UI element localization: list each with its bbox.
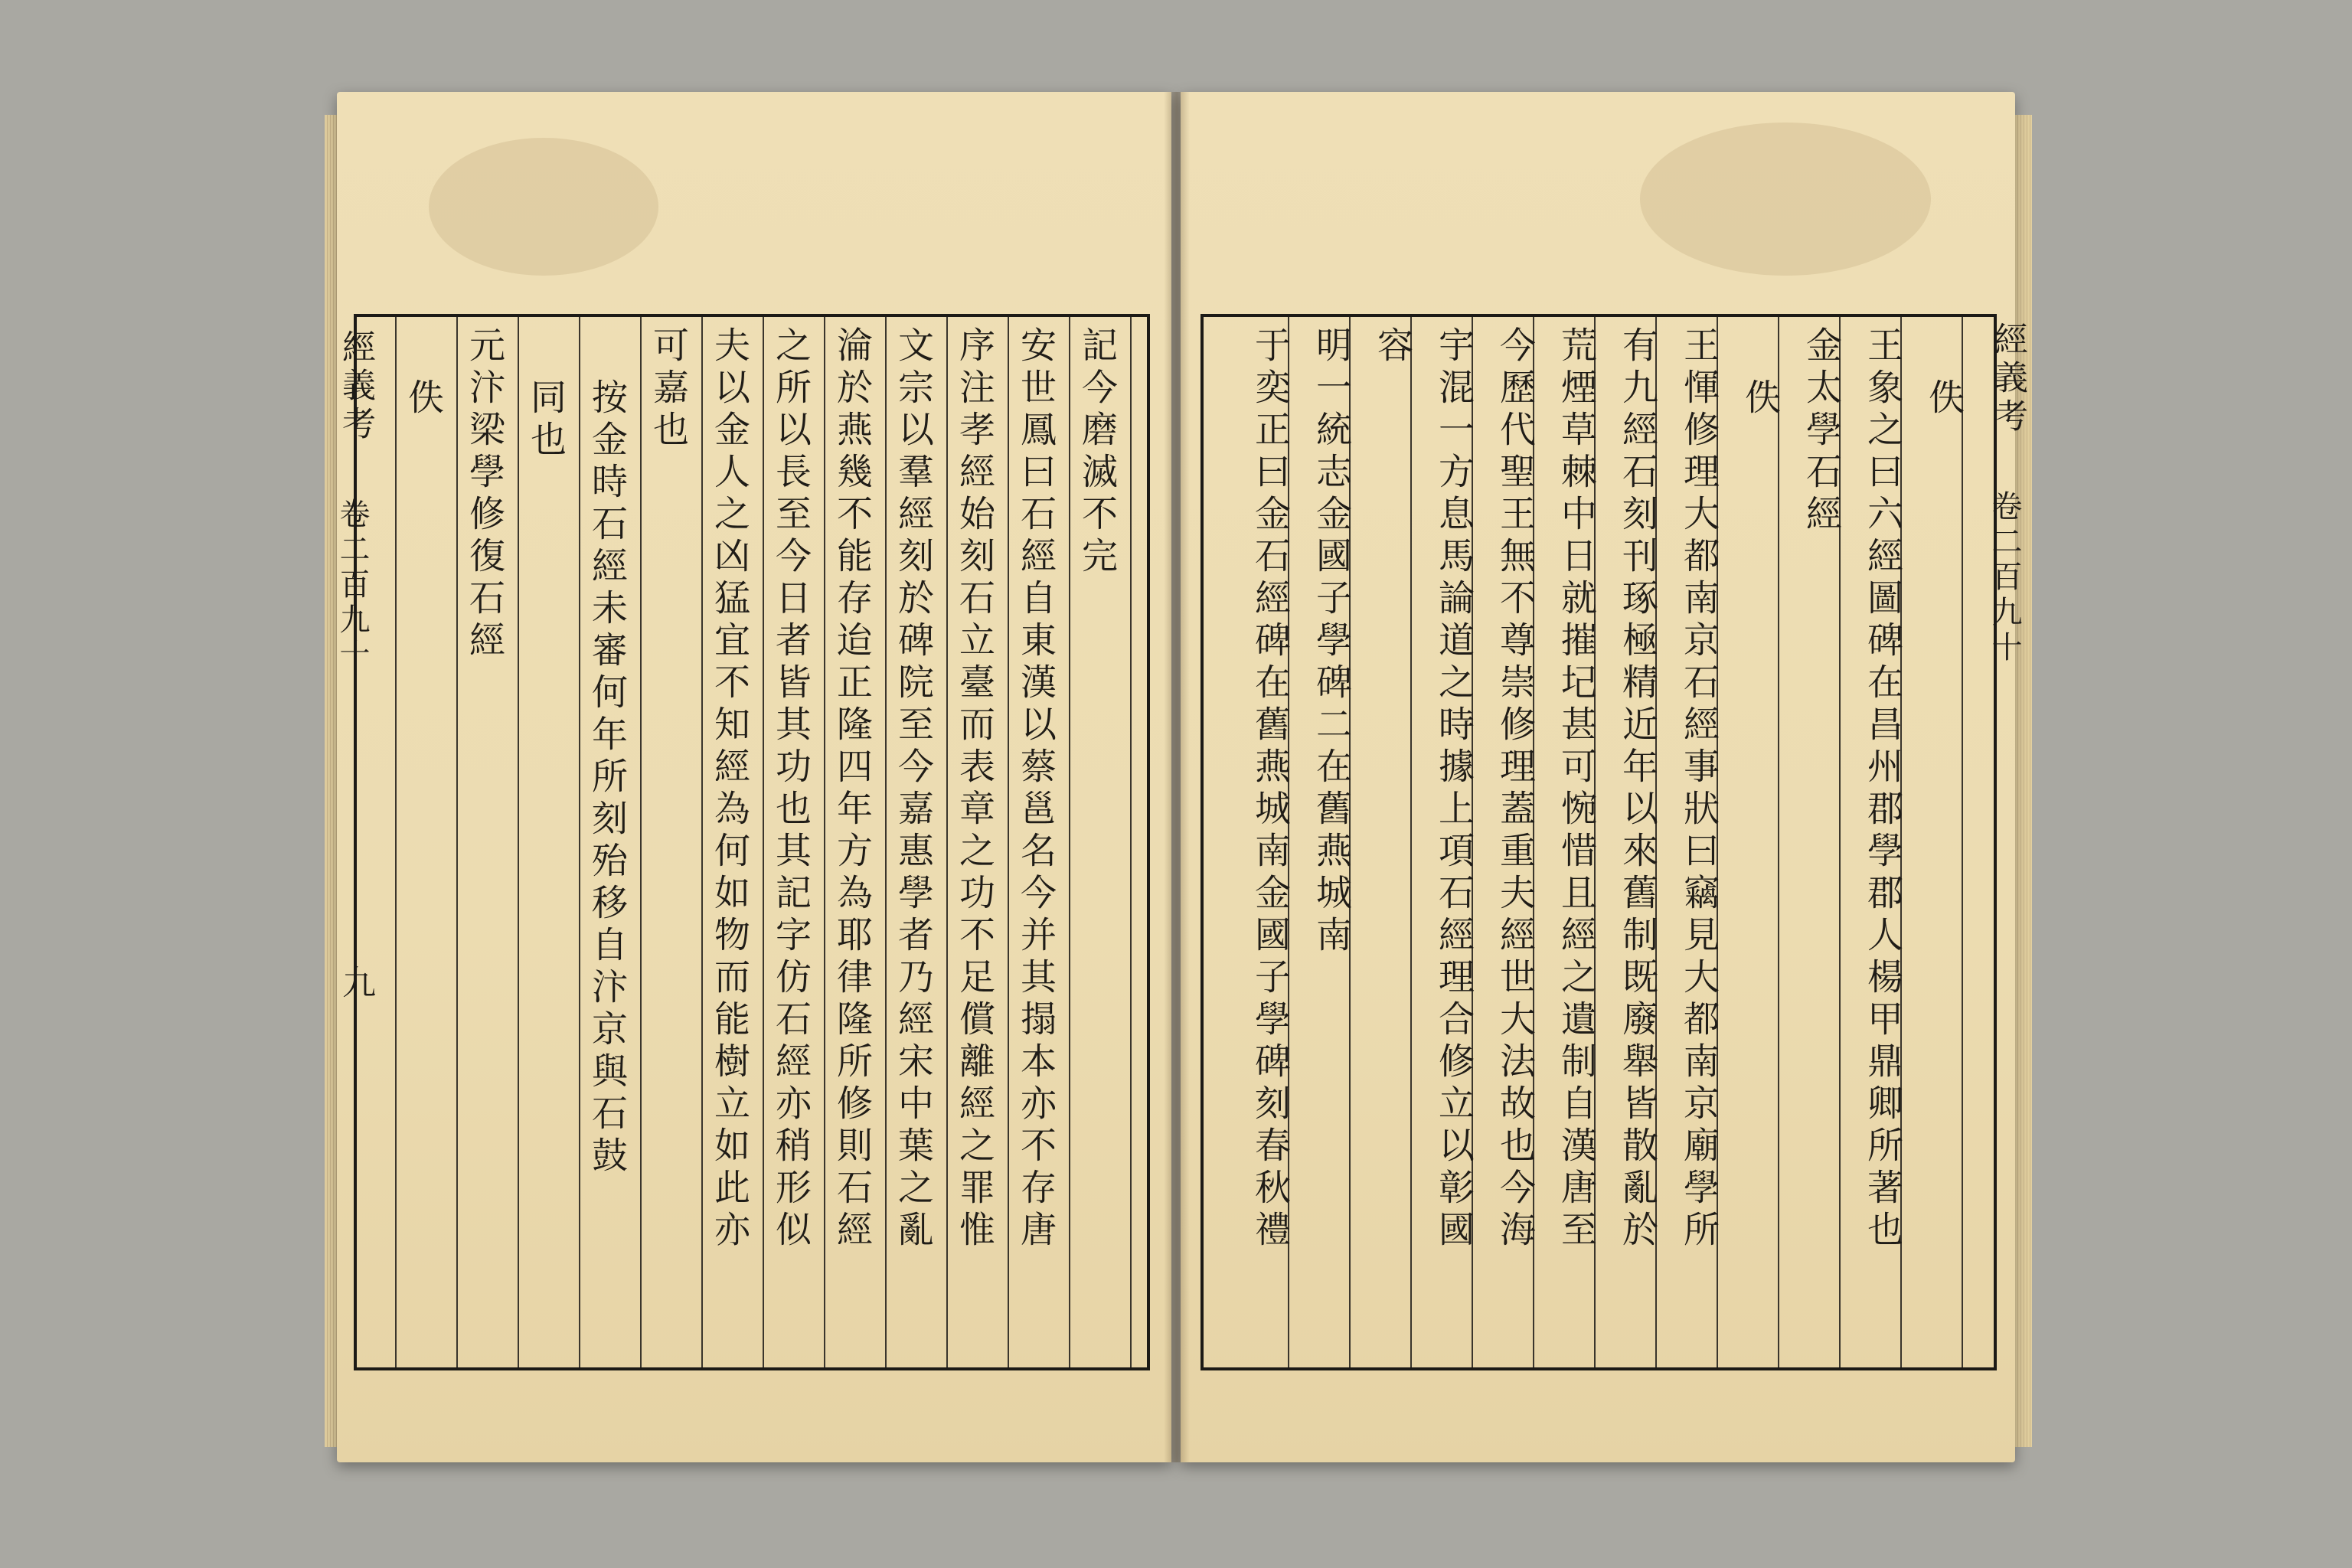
left-margin-title: 經義考: [336, 329, 375, 444]
text-column: 容: [1371, 326, 1413, 368]
text-column: 同也: [524, 378, 567, 462]
text-column: 之所以長至今日者皆其功也其記字仿石經亦稍形似: [769, 326, 812, 1253]
right-text-frame: [1200, 314, 1997, 1370]
text-column: 有九經石刻刊琢極精近年以來舊制既廢舉皆散亂於: [1616, 326, 1658, 1253]
text-column: 元汴梁學修復石經: [463, 326, 505, 663]
text-column: 記今磨滅不完: [1076, 326, 1118, 579]
paper-stain: [429, 138, 658, 276]
open-book: [335, 92, 2027, 1462]
text-column: 于奕正曰金石經碑在舊燕城南金國子學碑刻春秋禮: [1249, 326, 1291, 1253]
left-text-frame: [354, 314, 1150, 1370]
text-column: 明一統志金國子學碑二在舊燕城南: [1310, 326, 1352, 958]
text-column: 荒煙草棘中日就摧圮甚可惋惜且經之遺制自漢唐至: [1555, 326, 1597, 1253]
right-margin-title: 經義考: [1988, 322, 2027, 436]
left-margin-volume: 卷二百九十: [335, 498, 370, 674]
text-column: 佚: [1922, 378, 1965, 420]
text-column: 佚: [402, 378, 444, 420]
text-column: 安世鳳曰石經自東漢以蔡邕名今并其搨本亦不存唐: [1014, 326, 1057, 1253]
text-column: 按金時石經未審何年所刻殆移自汴京與石鼓: [586, 378, 628, 1178]
left-page-edges: [325, 115, 337, 1447]
right-page-edges: [2015, 115, 2032, 1447]
text-column: 今歷代聖王無不尊崇修理蓋重夫經世大法故也今海: [1494, 326, 1536, 1253]
paper-stain: [1640, 122, 1931, 276]
text-column: 金太學石經: [1800, 326, 1842, 537]
right-margin-volume: 卷二百九十: [1987, 490, 2022, 666]
text-column: 宇混一方息馬論道之時據上項石經理合修立以彰國: [1432, 326, 1475, 1253]
text-column: 可嘉也: [647, 326, 689, 452]
left-margin-page: 九: [336, 965, 375, 1003]
text-column: 文宗以羣經刻於碑院至今嘉惠學者乃經宋中葉之亂: [892, 326, 934, 1253]
text-column: 序注孝經始刻石立臺而表章之功不足償離經之罪惟: [953, 326, 995, 1253]
book-gutter: [1164, 92, 1190, 1462]
text-column: 夫以金人之凶猛宜不知經為何如物而能樹立如此亦: [708, 326, 750, 1253]
text-column: 佚: [1739, 378, 1781, 420]
text-column: 淪於燕幾不能存迨正隆四年方為耶律隆所修則石經: [831, 326, 873, 1253]
text-column: 王惲修理大都南京石經事狀曰竊見大都南京廟學所: [1677, 326, 1720, 1253]
text-column: 王象之曰六經圖碑在昌州郡學郡人楊甲鼎卿所著也: [1861, 326, 1903, 1253]
